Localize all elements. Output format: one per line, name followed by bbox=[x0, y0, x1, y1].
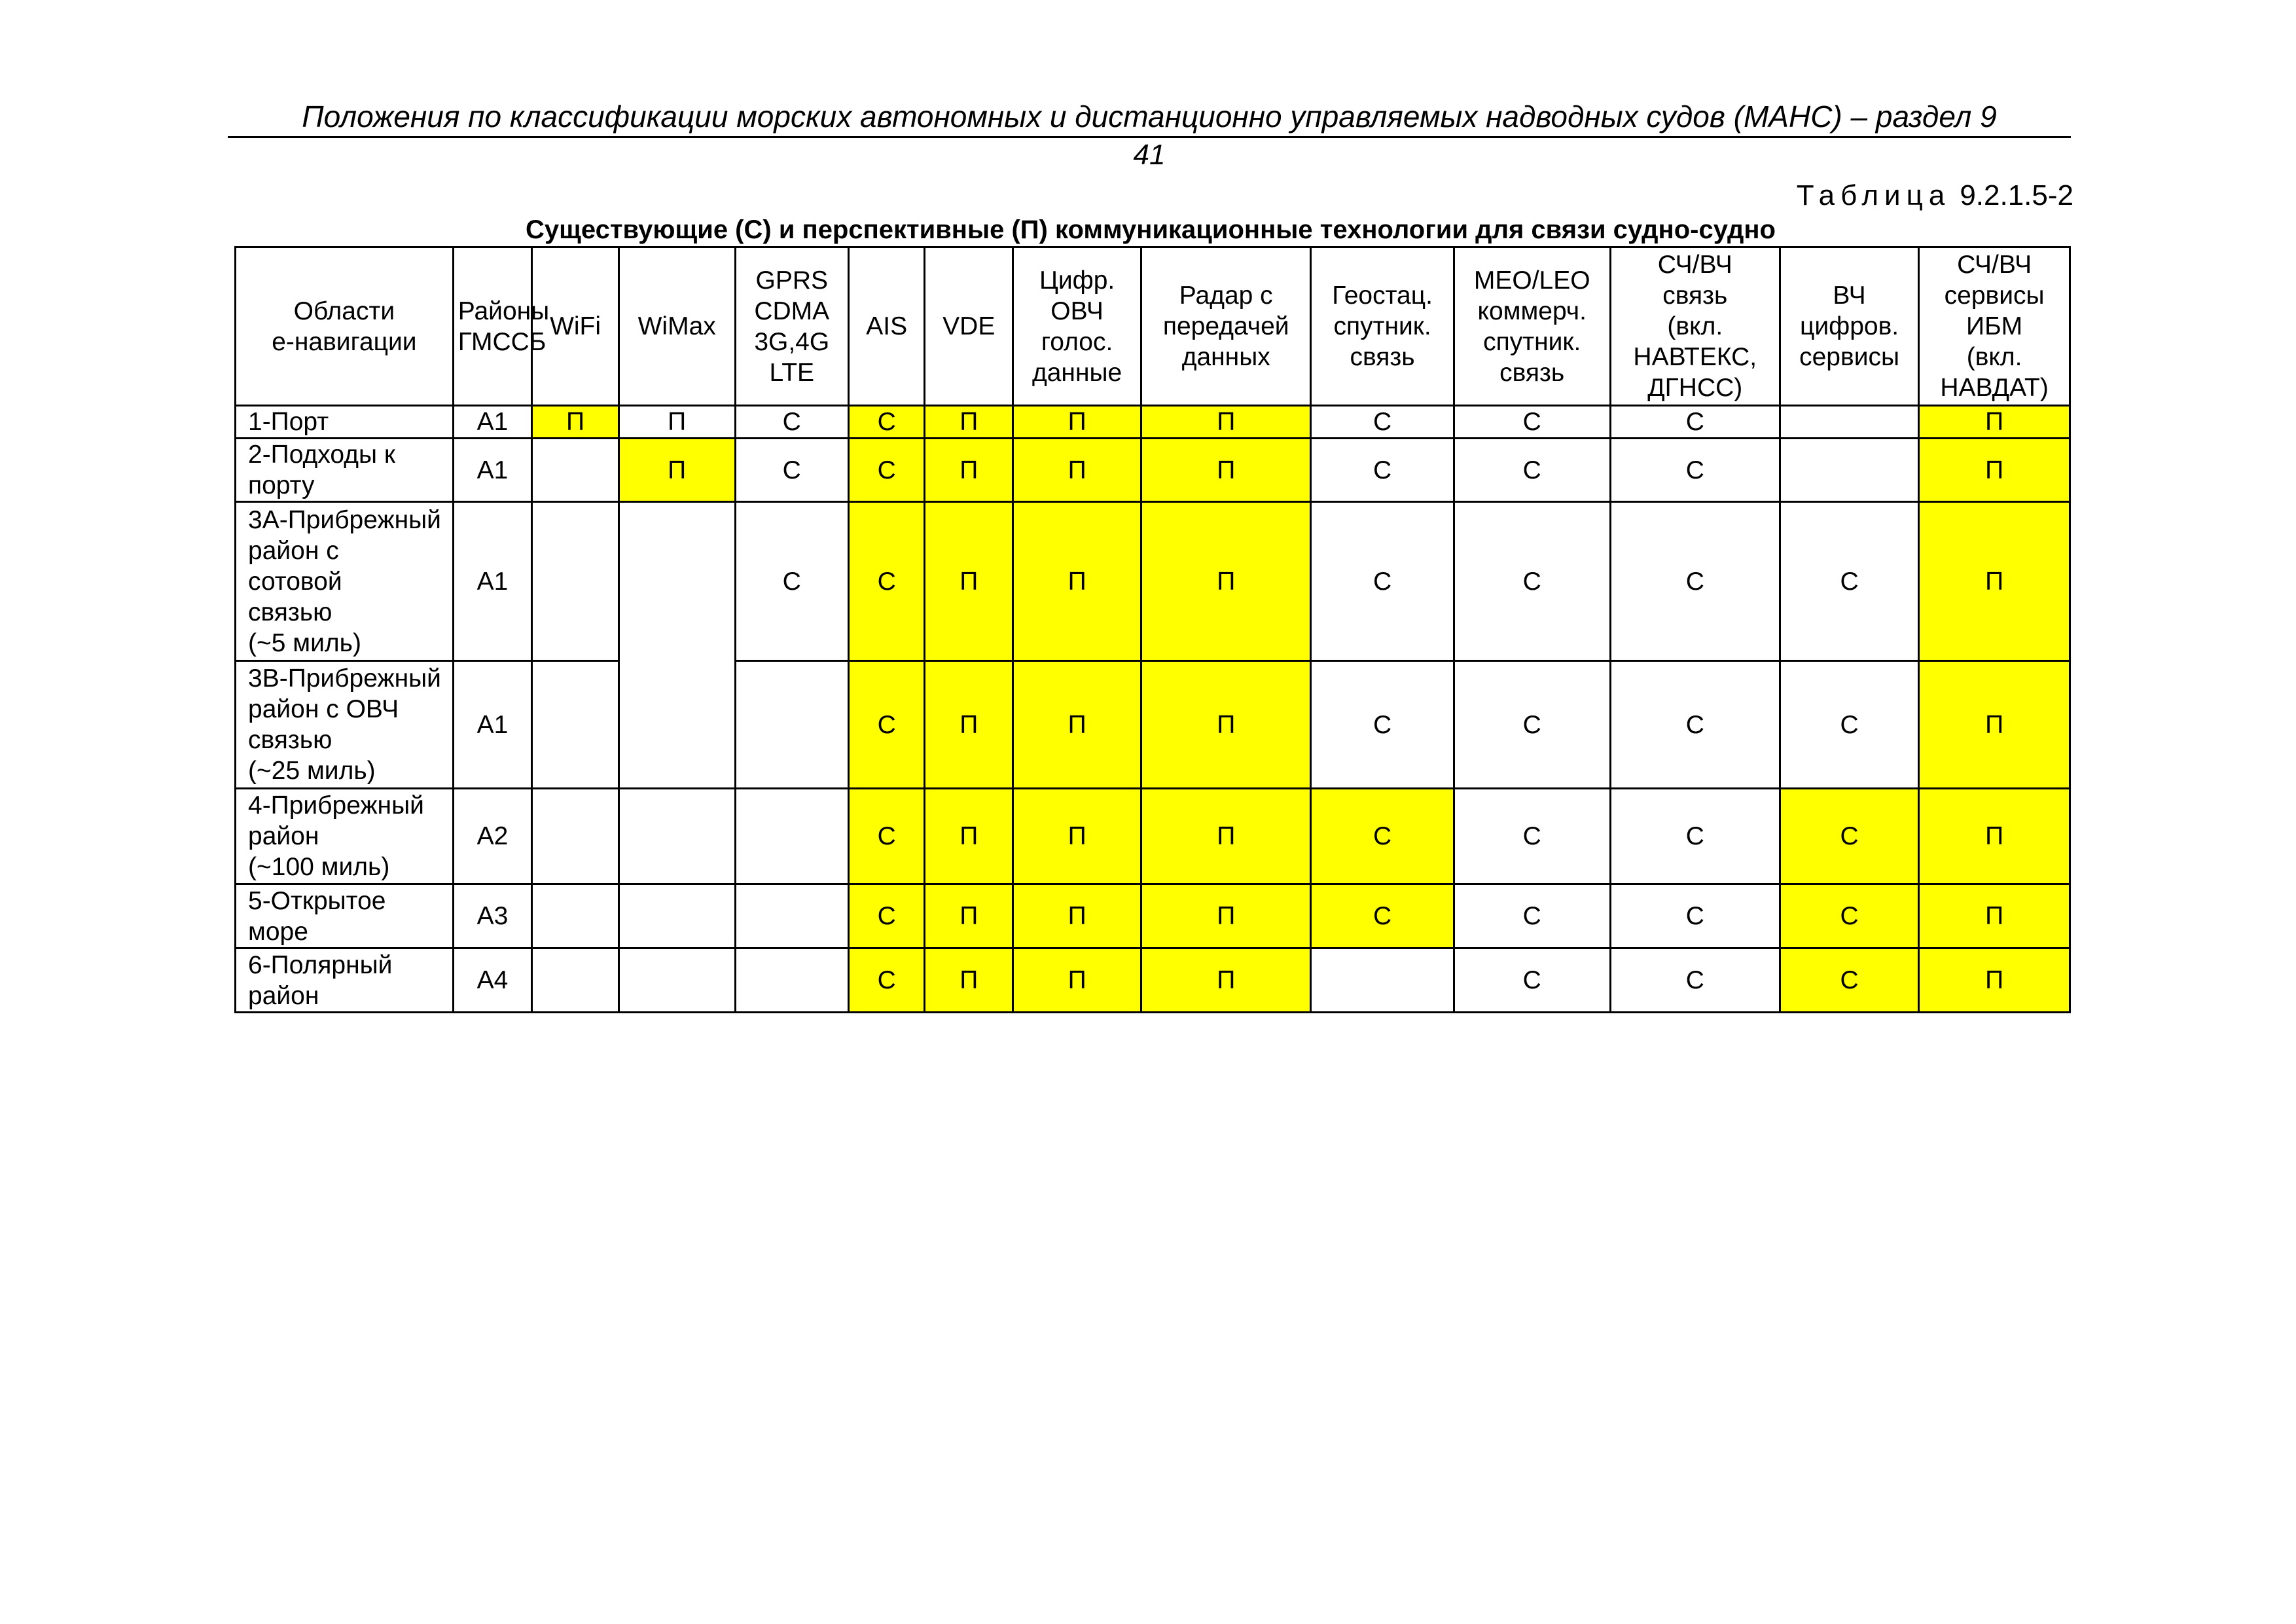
meo-leo-cell: С bbox=[1454, 884, 1610, 948]
mf-hf-cell: С bbox=[1610, 948, 1780, 1013]
gmdss-cell: A1 bbox=[453, 439, 531, 502]
mf-hf-mis-cell: П bbox=[1919, 789, 2070, 884]
vhf-digital-cell: П bbox=[1013, 502, 1141, 661]
wifi-cell bbox=[532, 884, 619, 948]
vhf-digital-cell: П bbox=[1013, 661, 1141, 789]
geo-cell: С bbox=[1311, 884, 1454, 948]
geo-cell: С bbox=[1311, 439, 1454, 502]
geo-cell: С bbox=[1311, 406, 1454, 439]
wimax-cell: П bbox=[619, 406, 735, 439]
mf-hf-cell: С bbox=[1610, 406, 1780, 439]
radar-cell: П bbox=[1141, 502, 1311, 661]
radar-cell: П bbox=[1141, 789, 1311, 884]
ais-cell: С bbox=[849, 502, 925, 661]
column-header: Районы ГМССБ bbox=[453, 247, 531, 406]
ais-cell: С bbox=[849, 884, 925, 948]
column-header: WiFi bbox=[532, 247, 619, 406]
ais-cell: С bbox=[849, 789, 925, 884]
gmdss-cell: A2 bbox=[453, 789, 531, 884]
hf-digital-cell bbox=[1780, 439, 1918, 502]
region-cell: 1-Порт bbox=[236, 406, 454, 439]
radar-cell: П bbox=[1141, 406, 1311, 439]
table-label-number: 9.2.1.5-2 bbox=[1960, 179, 2073, 211]
wifi-cell bbox=[532, 948, 619, 1013]
meo-leo-cell: С bbox=[1454, 661, 1610, 789]
table-row bbox=[236, 789, 2070, 884]
mf-hf-mis-cell: П bbox=[1919, 439, 2070, 502]
table-row bbox=[236, 406, 2070, 439]
mf-hf-cell: С bbox=[1610, 439, 1780, 502]
hf-digital-cell: С bbox=[1780, 884, 1918, 948]
vde-cell: П bbox=[925, 439, 1013, 502]
mf-hf-cell: С bbox=[1610, 502, 1780, 661]
ais-cell: С bbox=[849, 406, 925, 439]
region-cell: 2-Подходы к порту bbox=[236, 439, 454, 502]
radar-cell: П bbox=[1141, 884, 1311, 948]
table-label-word: Таблица bbox=[1796, 179, 1951, 211]
region-cell: 6-Полярный район bbox=[236, 948, 454, 1013]
table-row bbox=[236, 502, 2070, 661]
ais-cell: С bbox=[849, 661, 925, 789]
gprs-cell bbox=[735, 948, 849, 1013]
running-header: Положения по классификации морских автономных и дистанционно управляемых надводных судов (МАНС) – раздел 9 bbox=[302, 99, 1997, 134]
vde-cell: П bbox=[925, 661, 1013, 789]
table-row bbox=[236, 439, 2070, 502]
gprs-cell bbox=[735, 789, 849, 884]
meo-leo-cell: С bbox=[1454, 948, 1610, 1013]
hf-digital-cell: С bbox=[1780, 789, 1918, 884]
ais-cell: С bbox=[849, 948, 925, 1013]
gprs-cell: С bbox=[735, 406, 849, 439]
table-header-row bbox=[236, 247, 2070, 406]
geo-cell: С bbox=[1311, 502, 1454, 661]
ais-cell: С bbox=[849, 439, 925, 502]
wimax-cell: П bbox=[619, 439, 735, 502]
column-header: СЧ/ВЧ сервисы ИБМ (вкл. НАВДАТ) bbox=[1919, 247, 2070, 406]
mf-hf-cell: С bbox=[1610, 789, 1780, 884]
geo-cell: С bbox=[1311, 661, 1454, 789]
gmdss-cell: A3 bbox=[453, 884, 531, 948]
column-header: WiMax bbox=[619, 247, 735, 406]
radar-cell: П bbox=[1141, 948, 1311, 1013]
column-header: ВЧ цифров. сервисы bbox=[1780, 247, 1918, 406]
mf-hf-mis-cell: П bbox=[1919, 502, 2070, 661]
column-header: VDE bbox=[925, 247, 1013, 406]
vhf-digital-cell: П bbox=[1013, 439, 1141, 502]
mf-hf-mis-cell: П bbox=[1919, 406, 2070, 439]
mf-hf-mis-cell: П bbox=[1919, 661, 2070, 789]
mf-hf-cell: С bbox=[1610, 661, 1780, 789]
gmdss-cell: A4 bbox=[453, 948, 531, 1013]
geo-cell: С bbox=[1311, 789, 1454, 884]
communication-technologies-table bbox=[234, 246, 2071, 1013]
wimax-cell bbox=[619, 884, 735, 948]
vhf-digital-cell: П bbox=[1013, 948, 1141, 1013]
vhf-digital-cell: П bbox=[1013, 406, 1141, 439]
vhf-digital-cell: П bbox=[1013, 884, 1141, 948]
column-header: MEO/LEO коммерч. спутник. связь bbox=[1454, 247, 1610, 406]
column-header: GPRS CDMA 3G,4G LTE bbox=[735, 247, 849, 406]
vde-cell: П bbox=[925, 502, 1013, 661]
column-header: Геостац. спутник. связь bbox=[1311, 247, 1454, 406]
column-header: Радар с передачей данных bbox=[1141, 247, 1311, 406]
table-title: Существующие (С) и перспективные (П) коммуникационные технологии для связи судно-судно bbox=[526, 215, 1776, 244]
gprs-cell bbox=[735, 884, 849, 948]
gprs-cell bbox=[735, 661, 849, 789]
gmdss-cell: A1 bbox=[453, 502, 531, 661]
gmdss-cell: A1 bbox=[453, 406, 531, 439]
wifi-cell bbox=[532, 439, 619, 502]
meo-leo-cell: С bbox=[1454, 406, 1610, 439]
table-row bbox=[236, 661, 2070, 789]
region-cell: 3A-Прибрежный район с сотовой связью (~5 миль) bbox=[236, 502, 454, 661]
vhf-digital-cell: П bbox=[1013, 789, 1141, 884]
wifi-cell bbox=[532, 789, 619, 884]
column-header: Области е-навигации bbox=[236, 247, 454, 406]
wifi-cell bbox=[532, 661, 619, 789]
mf-hf-mis-cell: П bbox=[1919, 948, 2070, 1013]
region-cell: 4-Прибрежный район (~100 миль) bbox=[236, 789, 454, 884]
vde-cell: П bbox=[925, 406, 1013, 439]
table-label bbox=[1797, 178, 2073, 213]
table-row bbox=[236, 948, 2070, 1013]
wimax-cell bbox=[619, 502, 735, 789]
hf-digital-cell: С bbox=[1780, 502, 1918, 661]
vde-cell: П bbox=[925, 884, 1013, 948]
hf-digital-cell bbox=[1780, 406, 1918, 439]
radar-cell: П bbox=[1141, 439, 1311, 502]
wimax-cell bbox=[619, 948, 735, 1013]
meo-leo-cell: С bbox=[1454, 789, 1610, 884]
meo-leo-cell: С bbox=[1454, 502, 1610, 661]
region-cell: 3B-Прибрежный район с ОВЧ связью (~25 миль) bbox=[236, 661, 454, 789]
gmdss-cell: A1 bbox=[453, 661, 531, 789]
column-header: Цифр. ОВЧ голос. данные bbox=[1013, 247, 1141, 406]
geo-cell bbox=[1311, 948, 1454, 1013]
wimax-cell bbox=[619, 789, 735, 884]
vde-cell: П bbox=[925, 789, 1013, 884]
column-header: AIS bbox=[849, 247, 925, 406]
mf-hf-cell: С bbox=[1610, 884, 1780, 948]
wifi-cell: П bbox=[532, 406, 619, 439]
region-cell: 5-Открытое море bbox=[236, 884, 454, 948]
hf-digital-cell: С bbox=[1780, 948, 1918, 1013]
column-header: СЧ/ВЧ связь (вкл. НАВТЕКС, ДГНСС) bbox=[1610, 247, 1780, 406]
radar-cell: П bbox=[1141, 661, 1311, 789]
vde-cell: П bbox=[925, 948, 1013, 1013]
meo-leo-cell: С bbox=[1454, 439, 1610, 502]
hf-digital-cell: С bbox=[1780, 661, 1918, 789]
gprs-cell: С bbox=[735, 502, 849, 661]
gprs-cell: С bbox=[735, 439, 849, 502]
table-row bbox=[236, 884, 2070, 948]
wifi-cell bbox=[532, 502, 619, 661]
page-number: 41 bbox=[1133, 139, 1166, 171]
mf-hf-mis-cell: П bbox=[1919, 884, 2070, 948]
